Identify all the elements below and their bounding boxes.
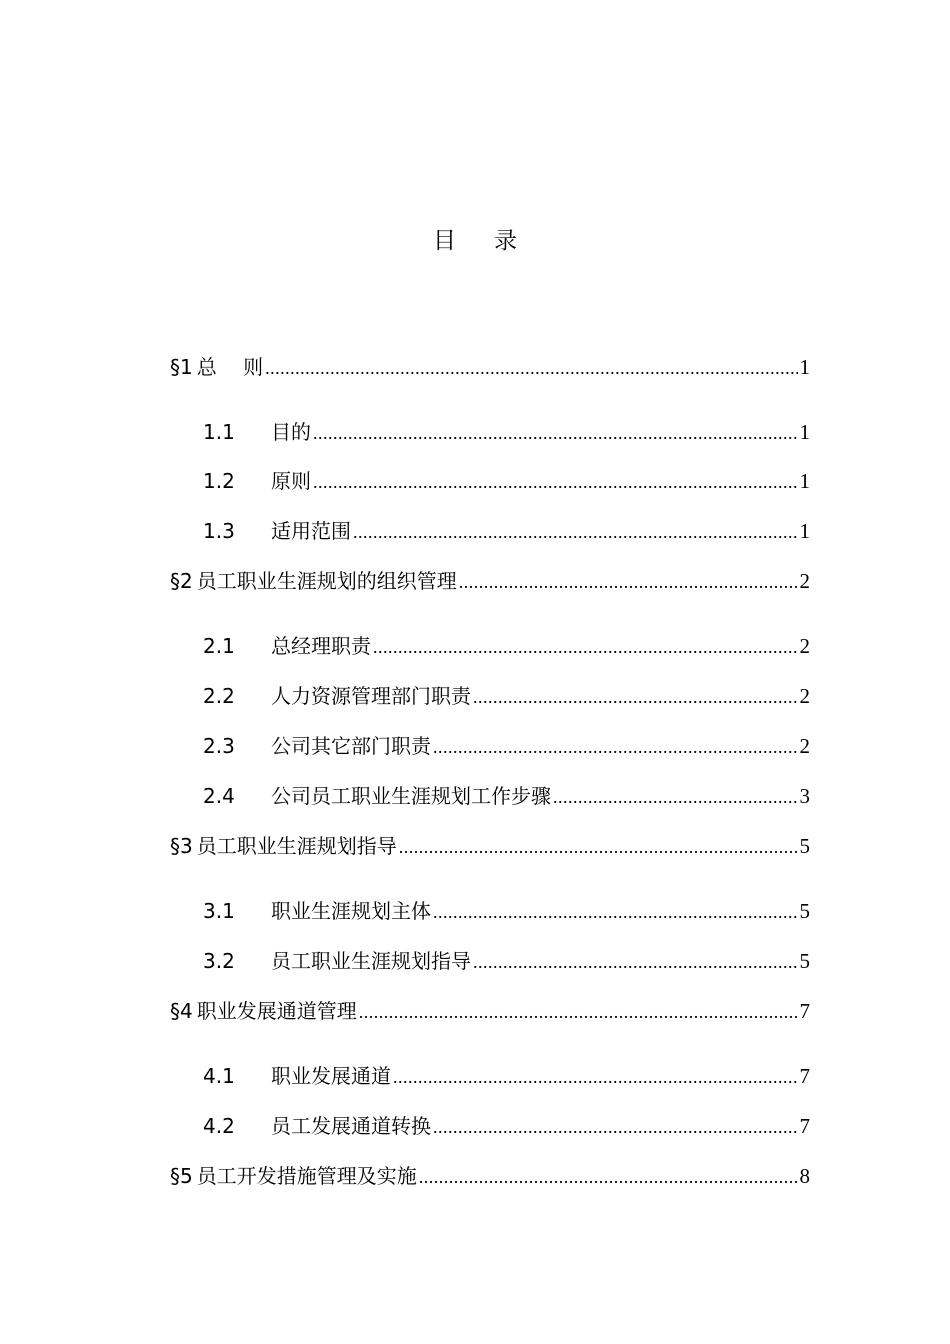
toc-entry[interactable] [203,1061,810,1091]
toc-entry[interactable] [203,466,810,496]
toc-entry-number: 1.3 [203,519,235,543]
toc-title [0,222,950,255]
toc-entry-title: 原则 [271,469,311,493]
toc-entry-page-number: 5 [799,899,810,923]
toc-entry-page-number: 1 [799,519,810,543]
toc-entry-title: 目的 [271,420,311,444]
toc-entry-leader-dots [393,1062,798,1092]
toc-entry-number: 3.1 [203,899,235,923]
toc-entry-title: 总 则 [196,355,264,379]
toc-entry-page-number: 2 [799,684,810,708]
toc-entry-title: 职业发展通道 [271,1064,391,1088]
toc-entry-number: §5 [170,1164,193,1188]
toc-entry-number: 1.1 [203,420,235,444]
toc-entry-number: 4.2 [203,1114,235,1138]
toc-entry[interactable] [170,1161,810,1191]
toc-entry-page-number: 5 [799,949,810,973]
toc-entry-page-number: 7 [799,1064,810,1088]
toc-entry-number: 2.1 [203,634,235,658]
toc-entry[interactable] [203,1111,810,1141]
toc-entry-page-number: 7 [799,999,810,1023]
toc-entry-title: 员工职业生涯规划指导 [196,834,397,858]
toc-entry-number: §3 [170,834,193,858]
toc-entry-leader-dots [353,517,798,547]
toc-entry[interactable] [203,516,810,546]
toc-entry-leader-dots [359,997,798,1027]
toc-entry-title: 员工开发措施管理及实施 [196,1164,417,1188]
toc-entry-leader-dots [473,947,798,977]
toc-entry-page-number: 2 [799,569,810,593]
toc-entry-leader-dots [419,1162,798,1192]
toc-entry-title: 人力资源管理部门职责 [271,684,471,708]
toc-entry-title: 员工职业生涯规划的组织管理 [196,569,457,593]
toc-entry[interactable] [203,781,810,811]
toc-entry-leader-dots [399,832,798,862]
toc-entry-leader-dots [473,682,798,712]
toc-title-char-2: 录 [494,228,517,254]
toc-title-char-1: 目 [433,228,456,254]
toc-entry-leader-dots [459,567,798,597]
toc-entry-number: 2.2 [203,684,235,708]
toc-entry-page-number: 3 [799,784,810,808]
toc-entry-leader-dots [433,897,798,927]
toc-entry-leader-dots [313,418,798,448]
toc-entry[interactable] [203,417,810,447]
toc-entry-title: 公司员工职业生涯规划工作步骤 [271,784,551,808]
toc-entry-title: 职业发展通道管理 [196,999,357,1023]
toc-entry-number: §4 [170,999,193,1023]
toc-entry-number: 2.3 [203,734,235,758]
toc-entry-page-number: 2 [799,634,810,658]
toc-entry-number: 2.4 [203,784,235,808]
toc-entry-title: 公司其它部门职责 [271,734,431,758]
toc-entry[interactable] [203,946,810,976]
toc-entry[interactable] [170,831,810,861]
toc-entry[interactable] [203,631,810,661]
toc-entry[interactable] [170,996,810,1026]
toc-entry-title: 适用范围 [271,519,351,543]
toc-entry-page-number: 1 [799,355,810,379]
toc-entry-title: 员工发展通道转换 [271,1114,431,1138]
toc-entry-page-number: 8 [799,1164,810,1188]
toc-entry[interactable] [203,896,810,926]
toc-entry-title: 员工职业生涯规划指导 [271,949,471,973]
toc-entry-leader-dots [373,632,798,662]
toc-entry-number: 1.2 [203,469,235,493]
toc-entry-number: §2 [170,569,193,593]
toc-entry-page-number: 1 [799,420,810,444]
toc-entry-title: 总经理职责 [271,634,371,658]
toc-entry[interactable] [203,731,810,761]
toc-entry-page-number: 2 [799,734,810,758]
toc-entry-leader-dots [433,732,798,762]
toc-entry[interactable] [170,352,810,382]
toc-entry[interactable] [203,681,810,711]
toc-entry-leader-dots [313,467,798,497]
toc-entry-title: 职业生涯规划主体 [271,899,431,923]
toc-entry-page-number: 5 [799,834,810,858]
toc-entry[interactable] [170,566,810,596]
toc-entry-number: §1 [170,355,193,379]
toc-entry-number: 4.1 [203,1064,235,1088]
toc-entry-number: 3.2 [203,949,235,973]
toc-entry-page-number: 7 [799,1114,810,1138]
toc-entry-leader-dots [433,1112,798,1142]
toc-entry-leader-dots [265,353,797,383]
toc-entry-page-number: 1 [799,469,810,493]
toc-entry-leader-dots [553,782,798,812]
